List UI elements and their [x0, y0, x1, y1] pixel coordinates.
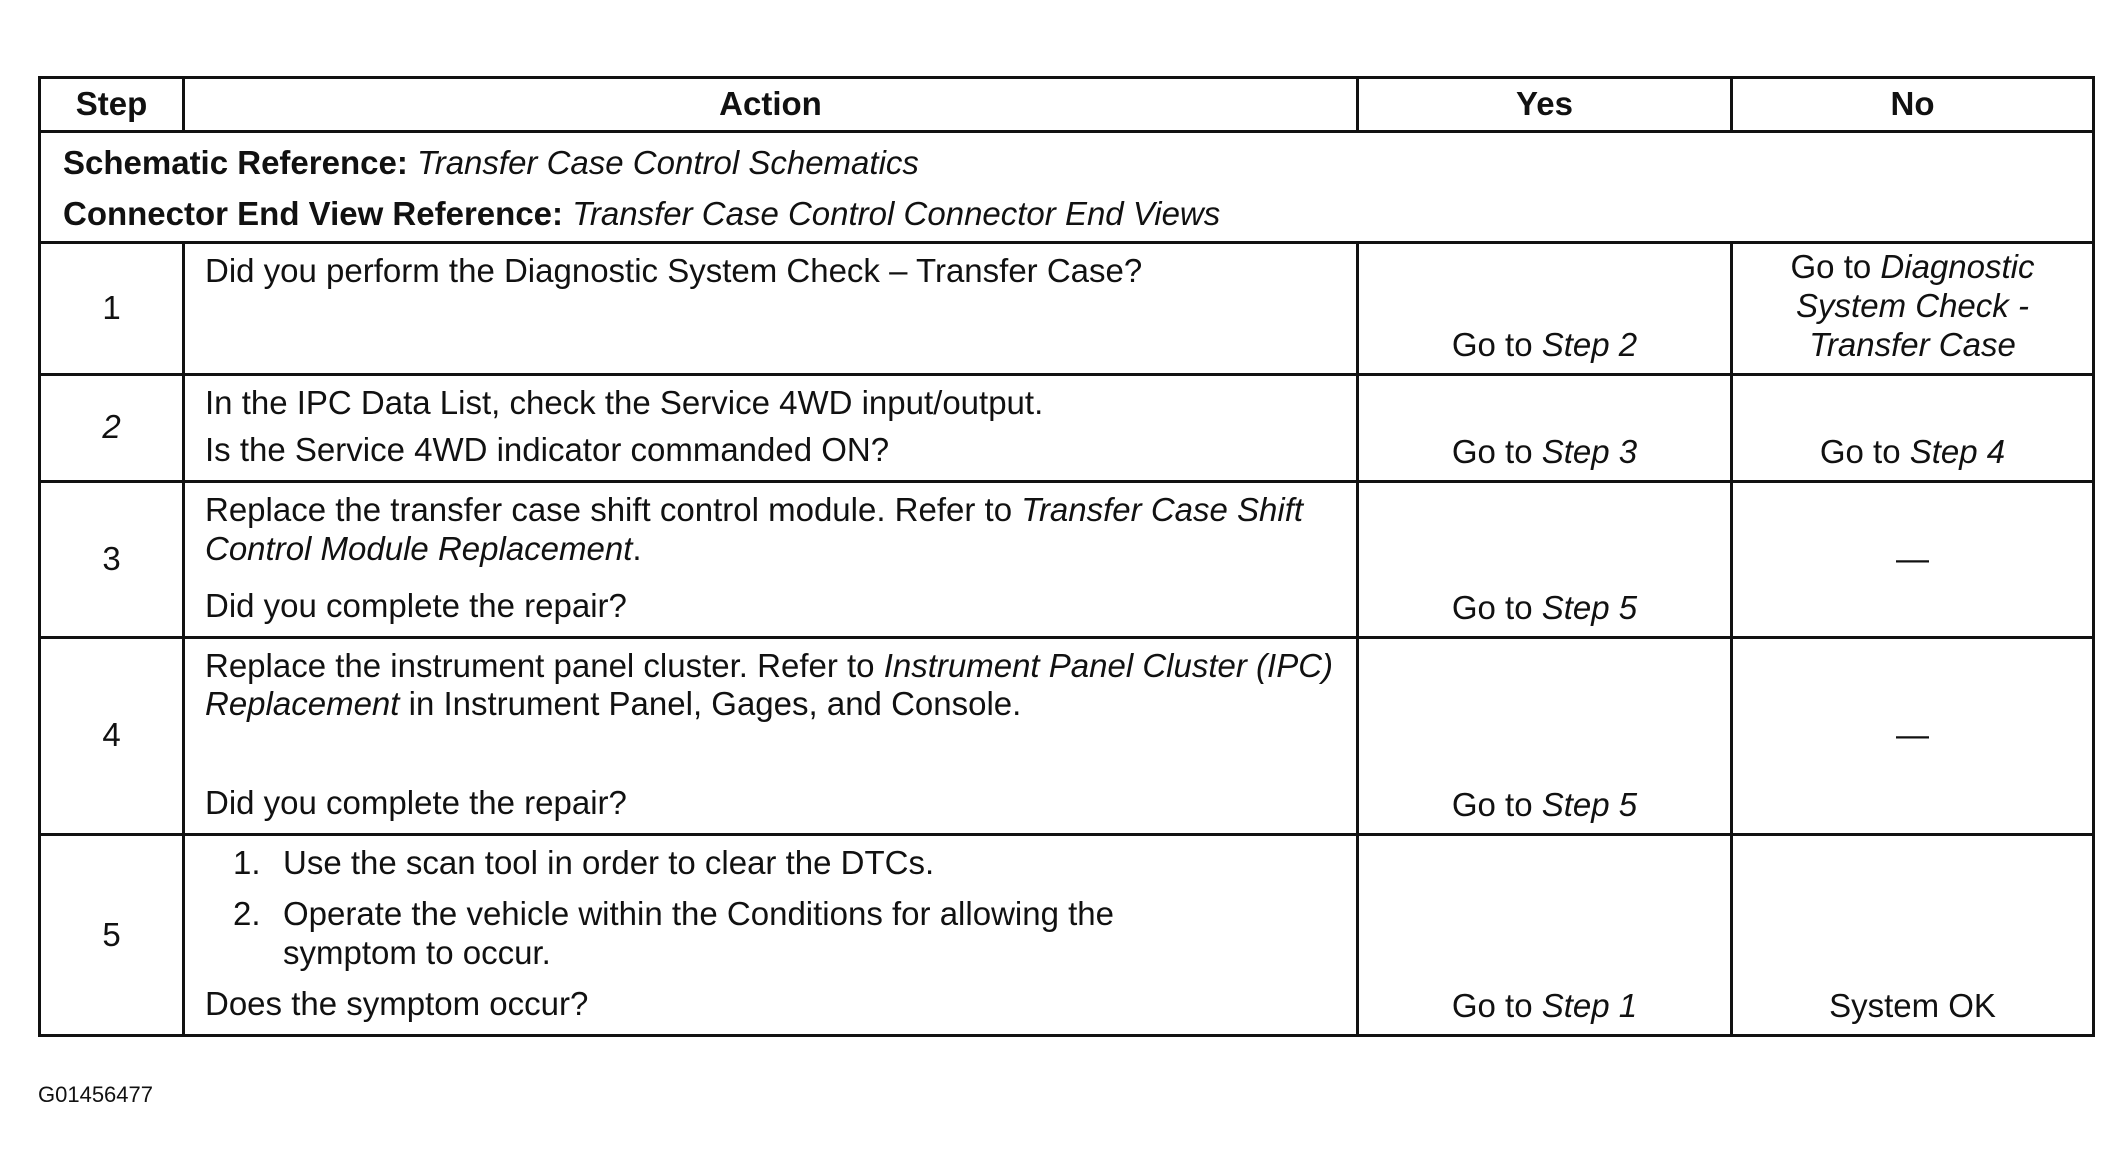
no-cell [1732, 637, 2094, 835]
no-value: System OK [1829, 987, 1996, 1025]
yes-cell [1358, 835, 1732, 1036]
step-number: 5 [40, 835, 184, 1036]
yes-prefix: Go to [1451, 786, 1542, 824]
table-row [40, 637, 2094, 835]
action-cell [184, 835, 1358, 1036]
no-value: — [1896, 539, 1929, 577]
action-cell [184, 374, 1358, 481]
connector-reference-label: Connector End View Reference: [63, 195, 564, 232]
list-item [205, 895, 1344, 973]
action-cell [184, 637, 1358, 835]
no-diagnostic-link[interactable] [1733, 244, 2092, 365]
step-number: 1 [40, 243, 184, 375]
list-text: Operate the vehicle within the Conditions for allowing the symptom to occur. [283, 895, 1114, 972]
yes-step-link[interactable]: Step 5 [1541, 588, 1638, 626]
no-link-part-3: Transfer Case [1809, 325, 2016, 363]
header-row [40, 78, 2094, 132]
action-lead: Replace the instrument panel cluster. Refer to [205, 646, 884, 684]
list-number: 2. [233, 895, 261, 933]
action-question: Did you complete the repair? [205, 586, 627, 624]
no-cell [1732, 481, 2094, 637]
header-no: No [1732, 78, 2094, 132]
yes-prefix: Go to [1451, 987, 1542, 1025]
connector-reference [63, 189, 2092, 240]
header-action: Action [184, 78, 1358, 132]
list-number: 1. [233, 844, 261, 882]
no-step-link[interactable]: Step 4 [1909, 432, 2006, 470]
schematic-reference [63, 138, 2092, 189]
step-number: 2 [40, 374, 184, 481]
no-value: — [1896, 716, 1929, 754]
yes-cell [1358, 481, 1732, 637]
action-instruction [205, 647, 1344, 725]
table-row [40, 835, 2094, 1036]
yes-step-link[interactable]: Step 5 [1541, 786, 1638, 824]
list-text: Use the scan tool in order to clear the DTCs. [283, 844, 935, 882]
action-question: Does the symptom occur? [205, 985, 589, 1023]
header-yes: Yes [1358, 78, 1732, 132]
table-row [40, 243, 2094, 375]
reference-row [40, 132, 2094, 243]
yes-cell [1358, 243, 1732, 375]
table-row [40, 481, 2094, 637]
yes-step-link[interactable]: Step 1 [1541, 987, 1638, 1025]
yes-cell [1358, 374, 1732, 481]
no-prefix: Go to [1819, 432, 1910, 470]
action-cell [184, 243, 1358, 375]
figure-id: G01456477 [38, 1082, 153, 1107]
yes-cell [1358, 637, 1732, 835]
no-cell [1732, 374, 2094, 481]
action-question: Did you complete the repair? [205, 784, 627, 822]
connector-reference-link[interactable]: Transfer Case Control Connector End Views [572, 195, 1221, 232]
schematic-reference-link[interactable]: Transfer Case Control Schematics [417, 144, 919, 182]
diagnostic-table [38, 76, 2095, 1037]
list-item [205, 844, 1344, 883]
no-cell [1732, 243, 2094, 375]
action-reference-link[interactable]: Instrument Panel Cluster (IPC) Replacement [205, 646, 1334, 723]
action-question: Did you perform the Diagnostic System Check – Transfer Case? [205, 252, 1143, 289]
no-cell [1732, 835, 2094, 1036]
action-cell [184, 481, 1358, 637]
action-reference-link[interactable]: Transfer Case Shift Control Module Replacement [205, 490, 1304, 567]
no-link-part-1: Diagnostic [1880, 248, 2035, 285]
yes-prefix: Go to [1451, 325, 1542, 363]
yes-prefix: Go to [1451, 588, 1542, 626]
action-tail: in Instrument Panel, Gages, and Console. [399, 685, 1022, 723]
action-instruction: In the IPC Data List, check the Service 4WD input/output. [205, 383, 1044, 421]
action-question: Is the Service 4WD indicator commanded ON? [205, 430, 890, 468]
schematic-reference-label: Schematic Reference: [63, 144, 408, 182]
header-step: Step [40, 78, 184, 132]
action-tail: . [632, 529, 642, 567]
no-prefix: Go to [1790, 248, 1881, 285]
yes-prefix: Go to [1451, 432, 1542, 470]
table-row [40, 374, 2094, 481]
step-number: 3 [40, 481, 184, 637]
action-instruction [205, 491, 1344, 569]
action-lead: Replace the transfer case shift control module. Refer to [205, 490, 1022, 528]
no-link-part-2: System Check - [1796, 286, 2029, 324]
yes-step-link[interactable]: Step 2 [1541, 325, 1638, 363]
step-number: 4 [40, 637, 184, 835]
reference-cell [40, 132, 2094, 243]
yes-step-link[interactable]: Step 3 [1541, 432, 1638, 470]
